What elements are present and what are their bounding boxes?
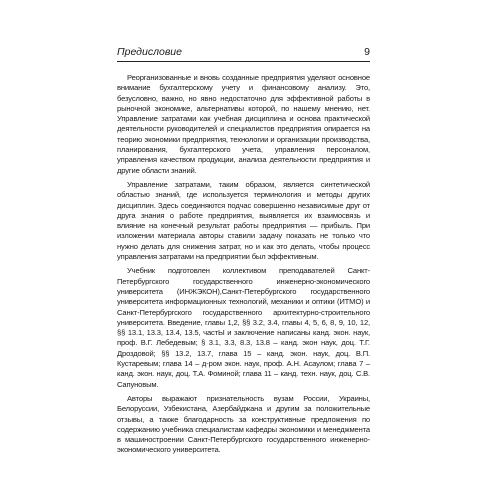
page-body — [117, 73, 370, 460]
paragraph-1: Реорганизованные и вновь созданные предприятия уделяют основное внимание бухгалтерскому учету и финансовому анализу. Это, безусловно, важно, но явно недостаточно для эффективной работы в рыночной экономике, альтернативы которой, по нашему мнению, нет. Управление затратами как учебная дисциплина и основа практической деятельности руководителей и специалистов предприятия опирается на теорию экономики предприятия, технологии и организации производства, планирования, бухгалтерского учета, управления персоналом, управления качеством продукции, анализа деятельности предприятия и другие области знаний. — [117, 73, 370, 175]
page-number: 9 — [364, 46, 370, 58]
running-head — [117, 46, 370, 60]
paragraph-2: Управление затратами, таким образом, является синтетической областью знаний, где используется терминология и методы других дисциплин. Здесь соединяются подчас совершенно независимые друг от друга знания о работе предприятия, выявляется их взаимосвязь и влияние на конечный результат работы предприятия — прибыль. При изложении материала авторы ставили задачу показать не только что нужно делать для снижения затрат, но и как это делать, чтобы процесс управления затратами на предприятии был эффективным. — [117, 179, 370, 262]
paragraph-3: Учебник подготовлен коллективом преподавателей Санкт-Петербургского государственного инженерно-экономического университета (ИНЖЭКОН),Санкт-Петербургского государственного университета информационных технологий, механики и оптики (ИТМО) и Санкт-Петербургского государственного архитектурно-строительного университета. Введение, главы 1,2, §§ 3.2, 3.4, главы 4, 5, 6, 8, 9, 10, 12, §§ 13.1, 13.3, 13.4, 13.5, частЫ и заключение написаны канд. экон. наук, проф. В.Г. Лебедевым; § 3.1, 3.3, 8.3, 13.8 – канд. экон наук, доц. Т.Г. Дроздовой; §§ 13.2, 13.7, глава 15 – канд. экон. наук, доц. В.П. Кустаревым; глава 14 – д-ром экон. наук, проф. А.Н. Асаулом; глава 7 – канд. экон. наук, доц. Т.А. Фоминой; глава 11 – канд. техн. наук, доц. С.В. Сапуновым. — [117, 266, 370, 389]
header-rule — [117, 61, 370, 62]
paragraph-4: Авторы выражают признательность вузам России, Украины, Белоруссии, Узбекистана, Азербайджана и другим за положительные отзывы, а также благодарность за конструктивные предложения по содержанию учебника специалистам кафедры экономики и менеджмента в машиностроении Санкт-Петербургского государственного инженерно-экономического университета. — [117, 393, 370, 455]
section-title: Предисловие — [117, 46, 182, 58]
